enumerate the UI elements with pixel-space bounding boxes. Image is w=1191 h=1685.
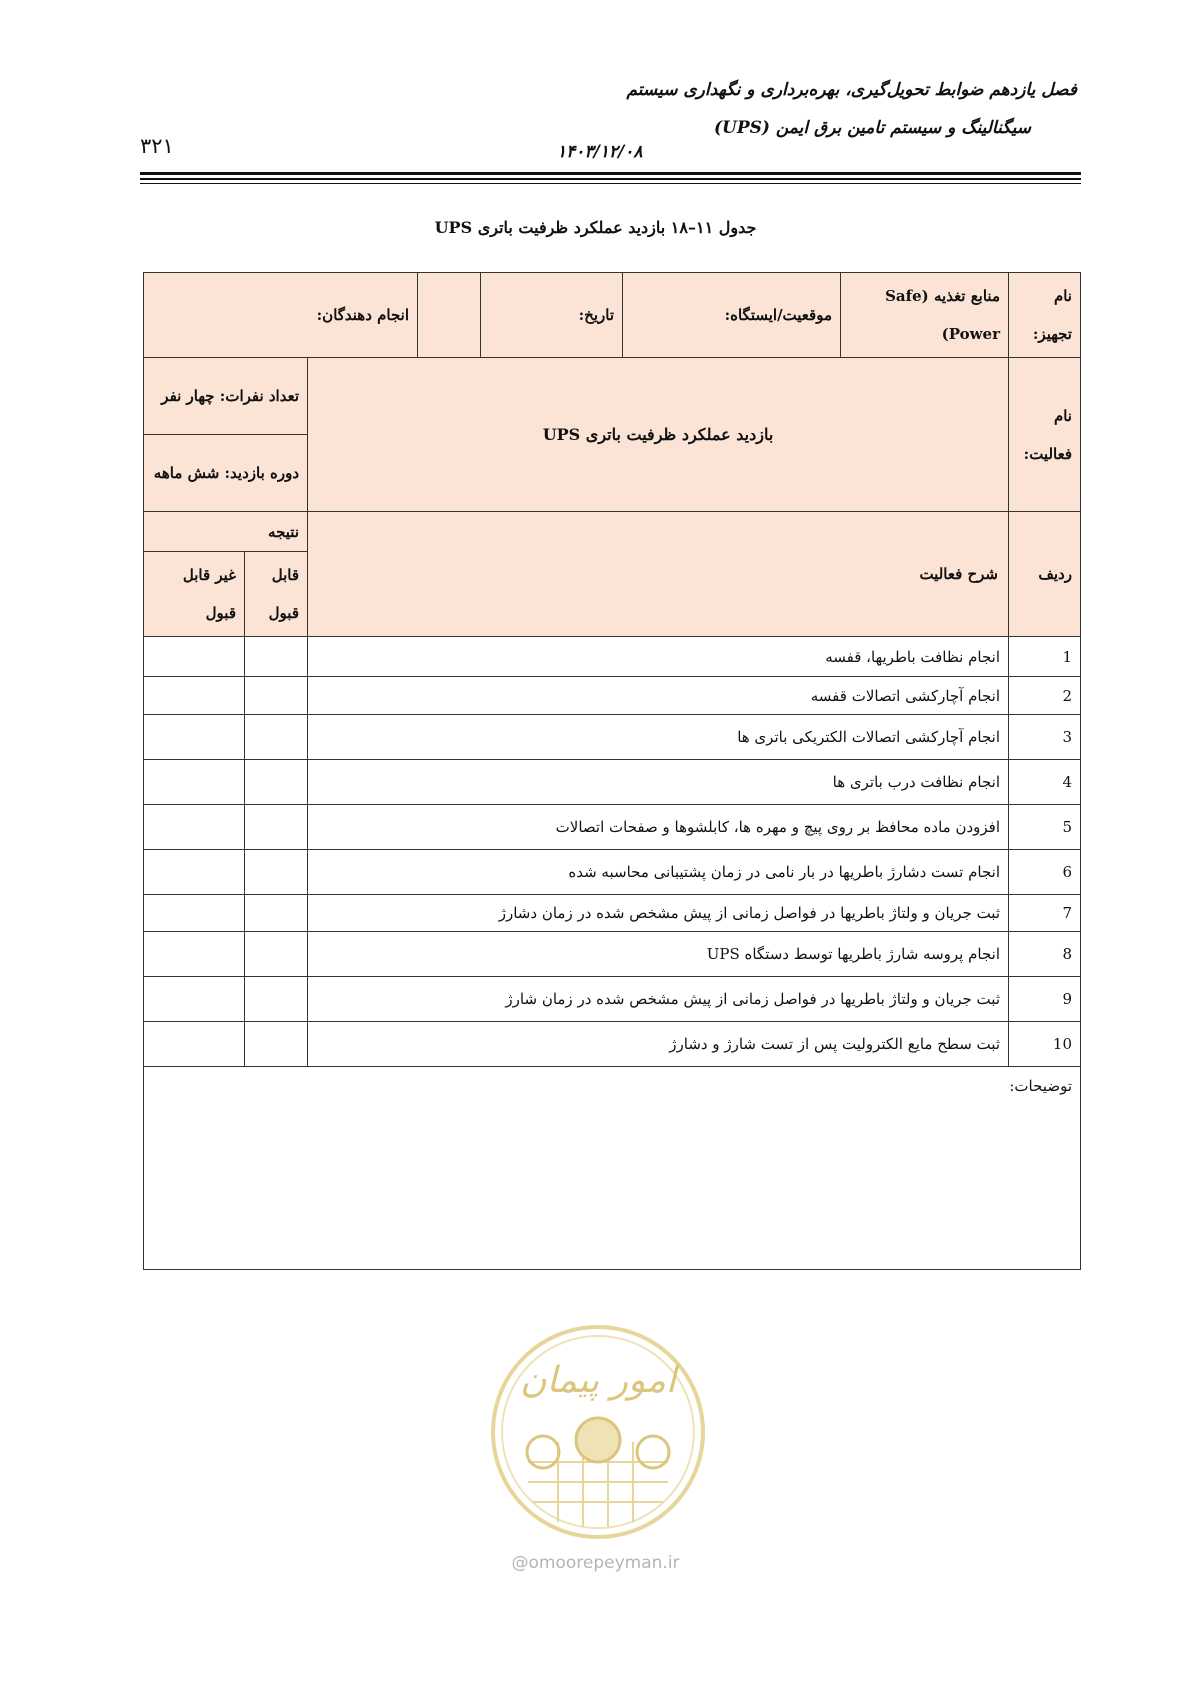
svg-text:امور پیمان: امور پیمان: [520, 1360, 676, 1401]
accepted-cell[interactable]: [245, 932, 308, 977]
row-description: ثبت جریان و ولتاژ باطریها در فواصل زمانی از پیش مشخص شده در زمان دشارژ: [308, 895, 1009, 932]
row-number: 9: [1009, 977, 1081, 1022]
activity-value: بازدید عملکرد ظرفیت باتری UPS: [308, 358, 1009, 512]
row-description: انجام نظافت باطریها، قفسه: [308, 637, 1009, 677]
accepted-cell[interactable]: [245, 1022, 308, 1067]
table-row: [144, 760, 1081, 805]
activity-label: نام فعالیت:: [1009, 358, 1081, 512]
accepted-cell[interactable]: [245, 850, 308, 895]
rejected-cell[interactable]: [144, 715, 245, 760]
table-row: [144, 977, 1081, 1022]
table-row: [144, 850, 1081, 895]
row-number: 7: [1009, 895, 1081, 932]
accepted-cell[interactable]: [245, 760, 308, 805]
rejected-cell[interactable]: [144, 895, 245, 932]
location-label: موقعیت/ایستگاه:: [623, 273, 841, 358]
notes-area[interactable]: [144, 1067, 1081, 1270]
row-description: انجام پروسه شارژ باطریها توسط دستگاه UPS: [308, 932, 1009, 977]
table-caption: جدول ۱۱–۱۸ بازدید عملکرد ظرفیت باتری UPS: [434, 218, 757, 237]
row-description: انجام نظافت درب باتری ها: [308, 760, 1009, 805]
row-description: ثبت جریان و ولتاژ باطریها در فواصل زمانی از پیش مشخص شده در زمان شارژ: [308, 977, 1009, 1022]
table-row: [144, 895, 1081, 932]
chapter-subtitle: سیگنالینگ و سیستم تامین برق ایمن (UPS): [713, 118, 1031, 138]
header-date: ۱۴۰۳/۱۲/۰۸: [557, 142, 643, 162]
inspection-table: [143, 272, 1081, 1270]
rejected-cell[interactable]: [144, 677, 245, 715]
chapter-title: فصل یازدهم ضوابط تحویل‌گیری، بهره‌برداری و نگهداری سیستم: [626, 80, 1077, 100]
table-row: [144, 677, 1081, 715]
inspection-period: دوره بازدید: شش ماهه: [144, 435, 308, 512]
accepted-cell[interactable]: [245, 805, 308, 850]
row-number: 3: [1009, 715, 1081, 760]
date-value[interactable]: [418, 273, 481, 358]
row-description: انجام آچارکشی اتصالات قفسه: [308, 677, 1009, 715]
page-number: ۳۲۱: [140, 134, 174, 158]
accepted-cell[interactable]: [245, 677, 308, 715]
notes-label: توضیحات:: [1009, 1077, 1072, 1095]
rejected-cell[interactable]: [144, 850, 245, 895]
header-divider-middle: [140, 178, 1081, 180]
rejected-cell[interactable]: [144, 1022, 245, 1067]
description-header: شرح فعالیت: [308, 512, 1009, 637]
row-description: ثبت سطح مایع الکترولیت پس از تست شارژ و دشارژ: [308, 1022, 1009, 1067]
row-number: 1: [1009, 637, 1081, 677]
row-description: انجام تست دشارژ باطریها در بار نامی در زمان پشتیبانی محاسبه شده: [308, 850, 1009, 895]
row-number: 4: [1009, 760, 1081, 805]
header-divider-thin: [140, 183, 1081, 184]
table-row: [144, 715, 1081, 760]
rejected-header: غیر قابل قبول: [144, 552, 245, 637]
equipment-value: منابع تغذیه (Safe Power): [841, 273, 1009, 358]
result-header: نتیجه: [144, 512, 308, 552]
accepted-header: قابل قبول: [245, 552, 308, 637]
staff-count: تعداد نفرات: چهار نفر: [144, 358, 308, 435]
date-label-cell: [481, 273, 623, 358]
row-number: 6: [1009, 850, 1081, 895]
rejected-cell[interactable]: [144, 637, 245, 677]
watermark-stamp-logo: [488, 1322, 708, 1542]
header-divider-thick: [140, 172, 1081, 175]
equipment-label: نام تجهیز:: [1009, 273, 1081, 358]
row-number: 5: [1009, 805, 1081, 850]
table-row: [144, 1022, 1081, 1067]
accepted-cell[interactable]: [245, 637, 308, 677]
row-number: 10: [1009, 1022, 1081, 1067]
table-row: [144, 932, 1081, 977]
date-label: تاریخ:: [578, 306, 614, 324]
rejected-cell[interactable]: [144, 805, 245, 850]
row-number-header: ردیف: [1009, 512, 1081, 637]
accepted-cell[interactable]: [245, 715, 308, 760]
row-description: انجام آچارکشی اتصالات الکتریکی باتری ها: [308, 715, 1009, 760]
table-row: [144, 637, 1081, 677]
accepted-cell[interactable]: [245, 977, 308, 1022]
row-number: 2: [1009, 677, 1081, 715]
rejected-cell[interactable]: [144, 760, 245, 805]
rejected-cell[interactable]: [144, 932, 245, 977]
table-row: [144, 805, 1081, 850]
accepted-cell[interactable]: [245, 895, 308, 932]
row-description: افزودن ماده محافظ بر روی پیچ و مهره ها، کابلشوها و صفحات اتصالات: [308, 805, 1009, 850]
performers-label: انجام دهندگان:: [144, 273, 418, 358]
row-number: 8: [1009, 932, 1081, 977]
rejected-cell[interactable]: [144, 977, 245, 1022]
watermark-site: @omoorepeyman.ir: [511, 1553, 680, 1573]
